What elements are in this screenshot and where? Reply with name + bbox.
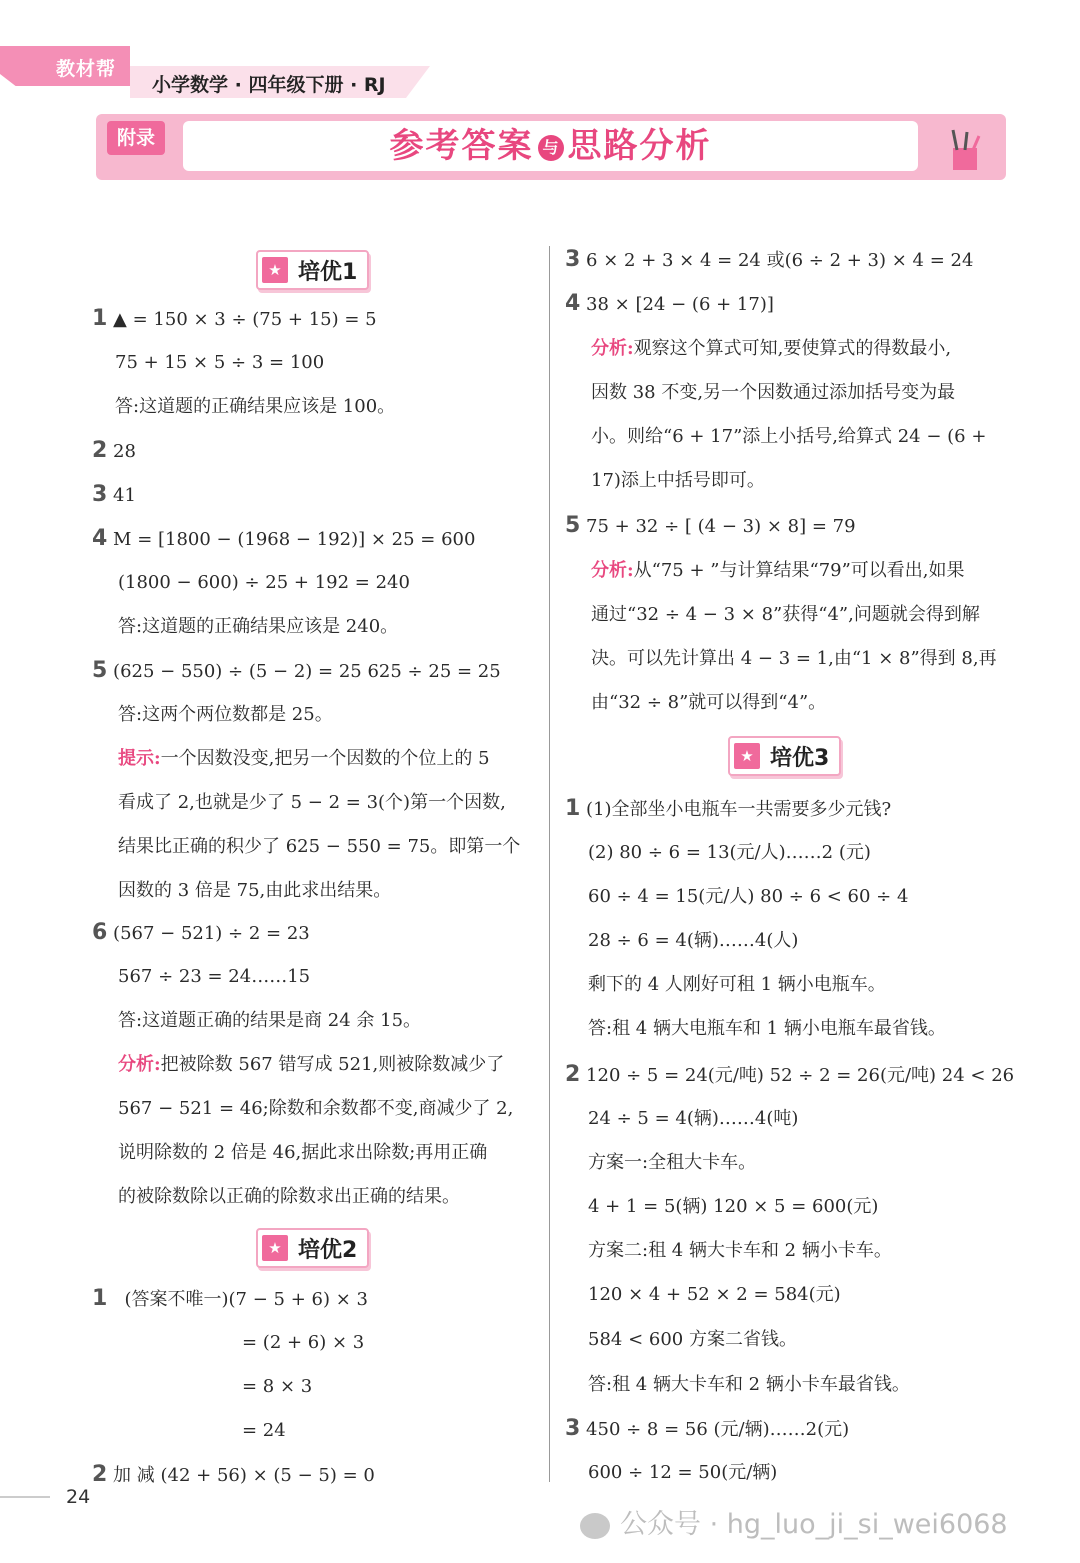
answer-line: 567 ÷ 23 = 24……15	[118, 966, 311, 987]
question-number: 4	[92, 526, 108, 551]
answer-line: (2) 80 ÷ 6 = 13(元/人)……2 (元)	[588, 842, 871, 863]
star-icon: ★	[734, 743, 760, 769]
answer-line	[92, 307, 377, 332]
analysis-text: 观察这个算式可知,要使算式的得数最小,	[633, 338, 952, 359]
analysis-line: 17)添上中括号即可。	[591, 470, 765, 491]
answer-line: 方案二:租 4 辆大卡车和 2 辆小卡车。	[588, 1240, 892, 1261]
analysis-label: 分析:	[591, 560, 634, 581]
answer-line: = (2 + 6) × 3	[242, 1332, 365, 1353]
answer-text: 6 × 2 + 3 × 4 = 24 或(6 ÷ 2 + 3) × 4 = 24	[586, 250, 974, 271]
question-number: 2	[92, 438, 108, 463]
answer-text: ▲ = 150 × 3 ÷ (75 + 15) = 5	[113, 309, 377, 330]
analysis-label: 分析:	[118, 1054, 161, 1075]
answer-line	[565, 1417, 849, 1442]
answer-text: 28	[113, 441, 136, 462]
book-title: 小学数学 · 四年级下册 · RJ	[152, 74, 386, 96]
answer-line: 120 × 4 + 52 × 2 = 584(元)	[588, 1284, 841, 1305]
brand-label: 教材帮	[56, 58, 117, 80]
title-right: 思路分析	[567, 126, 712, 166]
answer-line: 4 + 1 = 5(辆) 120 × 5 = 600(元)	[588, 1196, 879, 1217]
answer-line	[92, 659, 501, 684]
analysis-line: 的被除数除以正确的除数求出正确的结果。	[118, 1186, 460, 1207]
section-label: 培优1	[298, 259, 358, 285]
answer-text: 41	[113, 485, 136, 506]
answer-line	[92, 921, 310, 946]
answer-text: 加 减 (42 + 56) × (5 − 5) = 0	[113, 1465, 375, 1486]
answer-line: 600 ÷ 12 = 50(元/辆)	[588, 1462, 778, 1483]
question-number: 1	[565, 796, 581, 821]
answer-line	[92, 1463, 375, 1488]
answer-line: 答:租 4 辆大卡车和 2 辆小卡车最省钱。	[588, 1374, 910, 1395]
analysis-line: 由“32 ÷ 8”就可以得到“4”。	[591, 692, 827, 713]
answer-text: (1)全部坐小电瓶车一共需要多少元钱?	[586, 799, 892, 820]
analysis-line: 567 − 521 = 46;除数和余数都不变,商减少了 2,	[118, 1098, 514, 1119]
question-number: 5	[565, 513, 581, 538]
column-divider	[549, 246, 550, 1482]
analysis-line: 说明除数的 2 倍是 46,据此求出除数;再用正确	[118, 1142, 488, 1163]
watermark-text: 公众号 · hg_luo_ji_si_wei6068	[620, 1509, 1008, 1540]
answer-line: 75 + 15 × 5 ÷ 3 = 100	[115, 352, 325, 373]
answer-line: 答:这道题正确的结果是商 24 余 15。	[118, 1010, 422, 1031]
question-number: 2	[565, 1062, 581, 1087]
answer-line: = 24	[242, 1420, 286, 1441]
question-number: 3	[565, 247, 581, 272]
answer-line: 60 ÷ 4 = 15(元/人) 80 ÷ 6 < 60 ÷ 4	[588, 886, 909, 907]
answer-line	[92, 483, 136, 508]
title-mid: 与	[538, 135, 564, 161]
title-left: 参考答案	[389, 126, 534, 166]
question-number: 4	[565, 291, 581, 316]
answer-text: (625 − 550) ÷ (5 − 2) = 25 625 ÷ 25 = 25	[113, 661, 501, 682]
question-number: 1	[92, 1286, 108, 1311]
answer-line	[565, 797, 891, 822]
page-title	[183, 121, 918, 171]
answer-text: 120 ÷ 5 = 24(元/吨) 52 ÷ 2 = 26(元/吨) 24 < 26	[586, 1065, 1015, 1086]
section-tag-peiyou2	[256, 1228, 369, 1268]
answer-line	[92, 439, 136, 464]
analysis-line: 小。则给“6 + 17”添上小括号,给算式 24 − (6 +	[591, 426, 987, 447]
analysis-text: 把被除数 567 错写成 521,则被除数减少了	[160, 1054, 505, 1075]
answer-line	[565, 248, 973, 273]
appendix-badge: 附录	[107, 121, 165, 155]
hint-label: 提示:	[118, 748, 161, 769]
analysis-text: 从“75 + ”与计算结果“79”可以看出,如果	[633, 560, 965, 581]
analysis-line	[591, 337, 951, 361]
answer-line: 答:租 4 辆大电瓶车和 1 辆小电瓶车最省钱。	[588, 1018, 946, 1039]
section-label: 培优2	[298, 1237, 358, 1263]
analysis-line	[591, 559, 965, 583]
analysis-line: 因数 38 不变,另一个因数通过添加括号变为最	[591, 382, 956, 403]
answer-line: 方案一:全租大卡车。	[588, 1152, 757, 1173]
wechat-icon	[580, 1513, 610, 1539]
answer-line	[565, 292, 774, 317]
page-rule	[0, 1496, 50, 1498]
answer-line: 24 ÷ 5 = 4(辆)……4(吨)	[588, 1108, 799, 1129]
section-tag-peiyou3	[728, 736, 841, 776]
answer-line: 答:这道题的正确结果应该是 240。	[118, 616, 399, 637]
question-number: 2	[92, 1462, 108, 1487]
answer-line: 答:这两个两位数都是 25。	[118, 704, 333, 725]
pencil-cup-icon	[945, 128, 985, 172]
answer-text: 38 × [24 − (6 + 17)]	[586, 294, 774, 315]
hint-line: 因数的 3 倍是 75,由此求出结果。	[118, 880, 392, 901]
answer-line	[565, 1063, 1014, 1088]
hint-line: 看成了 2,也就是少了 5 − 2 = 3(个)第一个因数,	[118, 792, 506, 813]
section-label: 培优3	[770, 745, 830, 771]
answer-line: 584 < 600 方案二省钱。	[588, 1329, 797, 1350]
answer-line: (1800 − 600) ÷ 25 + 192 = 240	[118, 572, 410, 593]
answer-line: 剩下的 4 人刚好可租 1 辆小电瓶车。	[588, 974, 886, 995]
answer-line: 28 ÷ 6 = 4(辆)……4(人)	[588, 930, 799, 951]
question-number: 6	[92, 920, 108, 945]
watermark	[580, 1502, 1008, 1541]
answer-line	[565, 514, 856, 539]
analysis-line: 通过“32 ÷ 4 − 3 × 8”获得“4”,问题就会得到解	[591, 604, 980, 625]
question-number: 5	[92, 658, 108, 683]
hint-text: 一个因数没变,把另一个因数的个位上的 5	[160, 748, 490, 769]
analysis-line	[118, 1053, 504, 1077]
page-number: 24	[66, 1486, 91, 1508]
star-icon: ★	[262, 1235, 288, 1261]
question-number: 3	[565, 1416, 581, 1441]
analysis-label: 分析:	[591, 338, 634, 359]
question-number: 1	[92, 306, 108, 331]
star-icon: ★	[262, 257, 288, 283]
question-number: 3	[92, 482, 108, 507]
answer-line	[92, 1287, 368, 1312]
answer-text: 450 ÷ 8 = 56 (元/辆)……2(元)	[586, 1419, 850, 1440]
answer-text: 75 + 32 ÷ [ (4 − 3) × 8] = 79	[586, 516, 856, 537]
hint-line: 结果比正确的积少了 625 − 550 = 75。即第一个	[118, 836, 521, 857]
hint-line	[118, 747, 490, 771]
answer-text: M = [1800 − (1968 − 192)] × 25 = 600	[113, 529, 476, 550]
answer-text: (567 − 521) ÷ 2 = 23	[113, 923, 310, 944]
answer-text: (答案不唯一)(7 − 5 + 6) × 3	[124, 1289, 368, 1310]
analysis-line: 决。可以先计算出 4 − 3 = 1,由“1 × 8”得到 8,再	[591, 648, 997, 669]
section-tag-peiyou1	[256, 250, 369, 290]
answer-line	[92, 527, 475, 552]
answer-line: 答:这道题的正确结果应该是 100。	[115, 396, 396, 417]
answer-line: = 8 × 3	[242, 1376, 313, 1397]
